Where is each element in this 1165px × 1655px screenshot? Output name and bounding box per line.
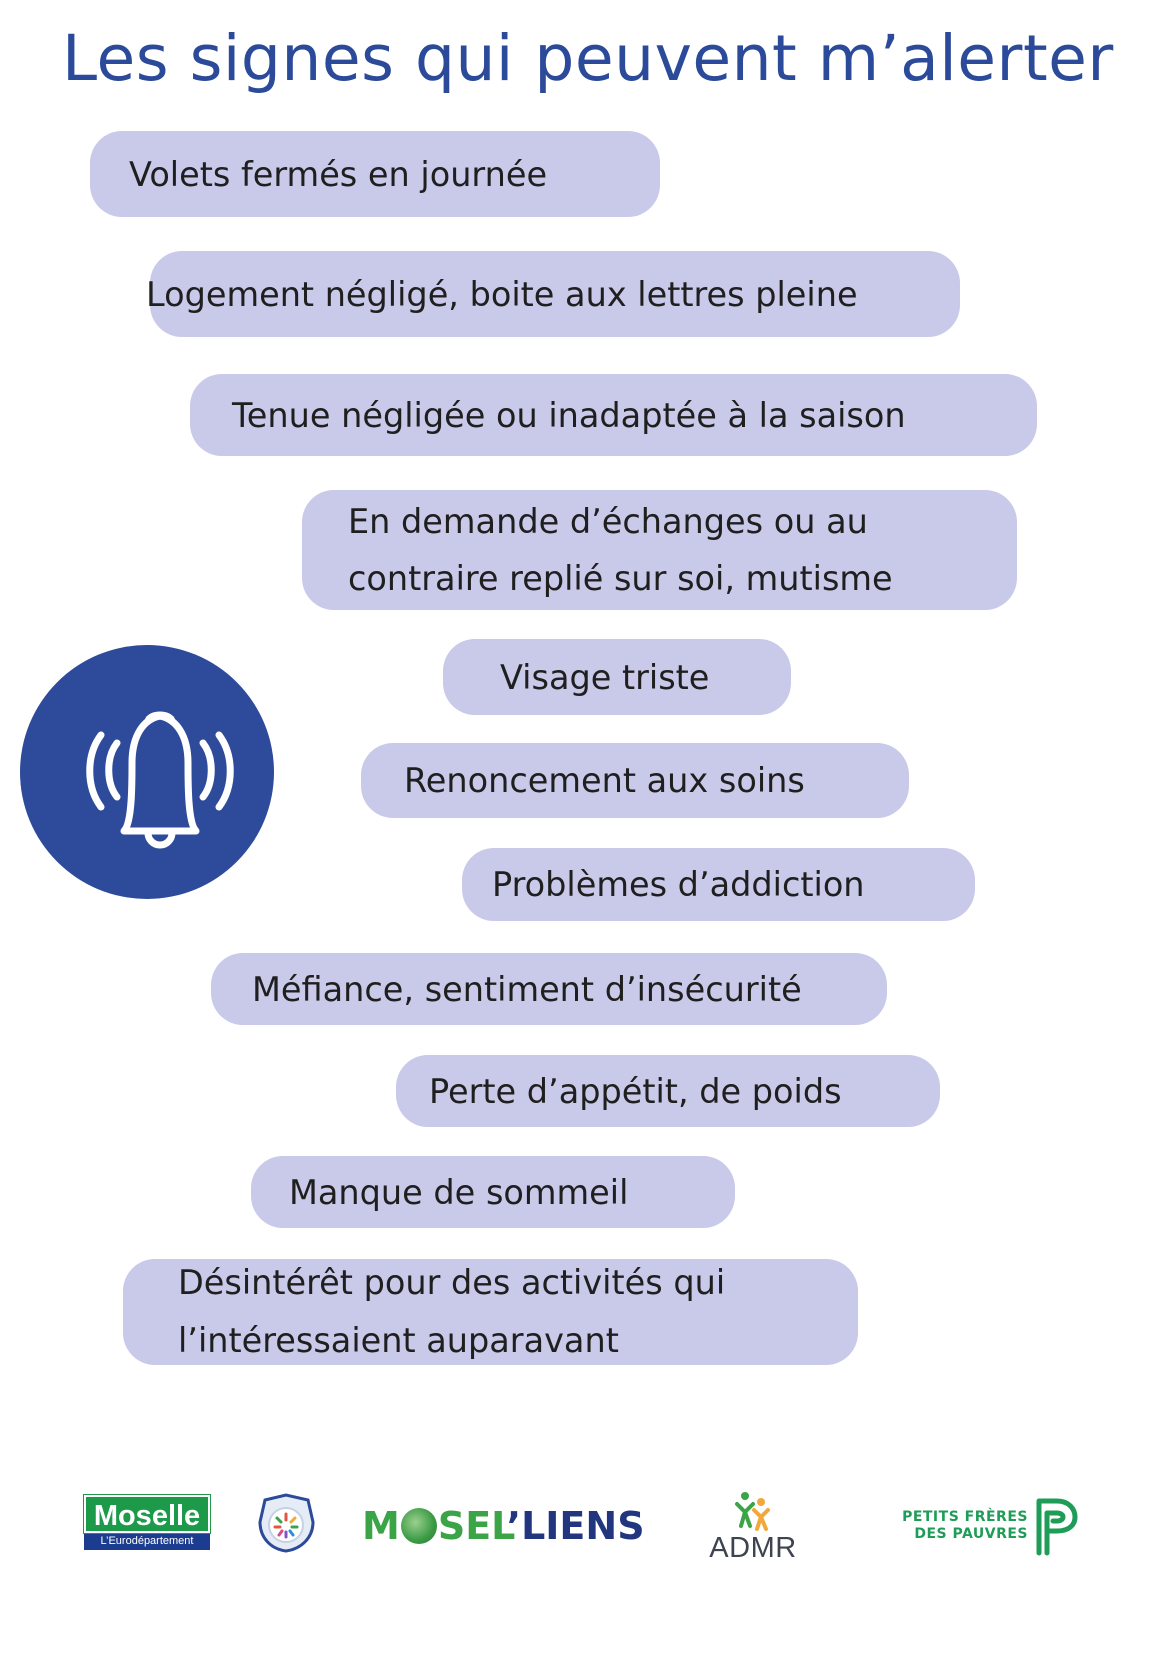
sign-addiction	[462, 848, 975, 921]
sign-mistrust	[211, 953, 887, 1025]
admr-logo-name: ADMR	[709, 1532, 797, 1564]
sign-label-line-1: Désintérêt pour des activités qui	[178, 1263, 726, 1302]
sign-refusing-care	[361, 743, 909, 818]
petits-freres-logo	[898, 1495, 1088, 1560]
admr-logo	[705, 1490, 805, 1568]
partner-logos	[0, 1480, 1165, 1590]
people-figures-icon	[705, 1490, 801, 1532]
pfp-monogram-icon	[1033, 1495, 1085, 1557]
sign-label-line-2: contraire replié sur soi, mutisme	[348, 559, 893, 598]
sign-neglected-clothing	[190, 374, 1037, 456]
sign-label: Tenue négligée ou inadaptée à la saison	[232, 395, 906, 435]
sign-label: Perte d’appétit, de poids	[429, 1071, 842, 1111]
seal-logo	[255, 1492, 318, 1554]
sign-lack-of-sleep	[251, 1156, 735, 1228]
sign-sad-face	[443, 639, 791, 715]
page-title: Les signes qui peuvent m’alerter	[62, 22, 1114, 95]
mosel-liens-logo	[362, 1502, 662, 1550]
sign-label: Problèmes d’addiction	[492, 865, 865, 904]
moselle-logo-tagline: L’Eurodépartement	[84, 1533, 210, 1550]
mosel-liens-part-1: M	[362, 1504, 400, 1548]
bell-ringing-icon	[20, 645, 274, 899]
mosel-liens-part-3: ’LIENS	[506, 1504, 645, 1548]
sign-loss-of-interest	[123, 1259, 858, 1365]
sign-label-line-1: En demande d’échanges ou au	[348, 502, 868, 541]
seal-emblem-icon	[255, 1492, 318, 1554]
alert-badge	[20, 645, 274, 899]
sign-label: Volets fermés en journée	[129, 154, 548, 194]
moselle-logo-name: Moselle	[84, 1495, 210, 1533]
sign-label: Visage triste	[500, 657, 710, 697]
globe-icon	[401, 1508, 437, 1544]
moselle-logo	[84, 1495, 210, 1551]
sign-label: Logement négligé, boite aux lettres pleine	[146, 274, 858, 314]
sign-withdrawal	[302, 490, 1017, 610]
pfp-line-2: DES PAUVRES	[914, 1526, 1028, 1542]
sign-shutters-closed	[90, 131, 660, 217]
sign-appetite-loss	[396, 1055, 940, 1127]
mosel-liens-part-2: SEL	[437, 1504, 507, 1548]
sign-label: Méfiance, sentiment d’insécurité	[252, 969, 802, 1009]
sign-label-line-2: l’intéressaient auparavant	[178, 1321, 619, 1360]
sign-neglected-home	[146, 251, 960, 337]
sign-label: Renoncement aux soins	[404, 761, 805, 800]
pfp-line-1: PETITS FRÈRES	[902, 1509, 1028, 1525]
sign-label: Manque de sommeil	[289, 1172, 629, 1212]
